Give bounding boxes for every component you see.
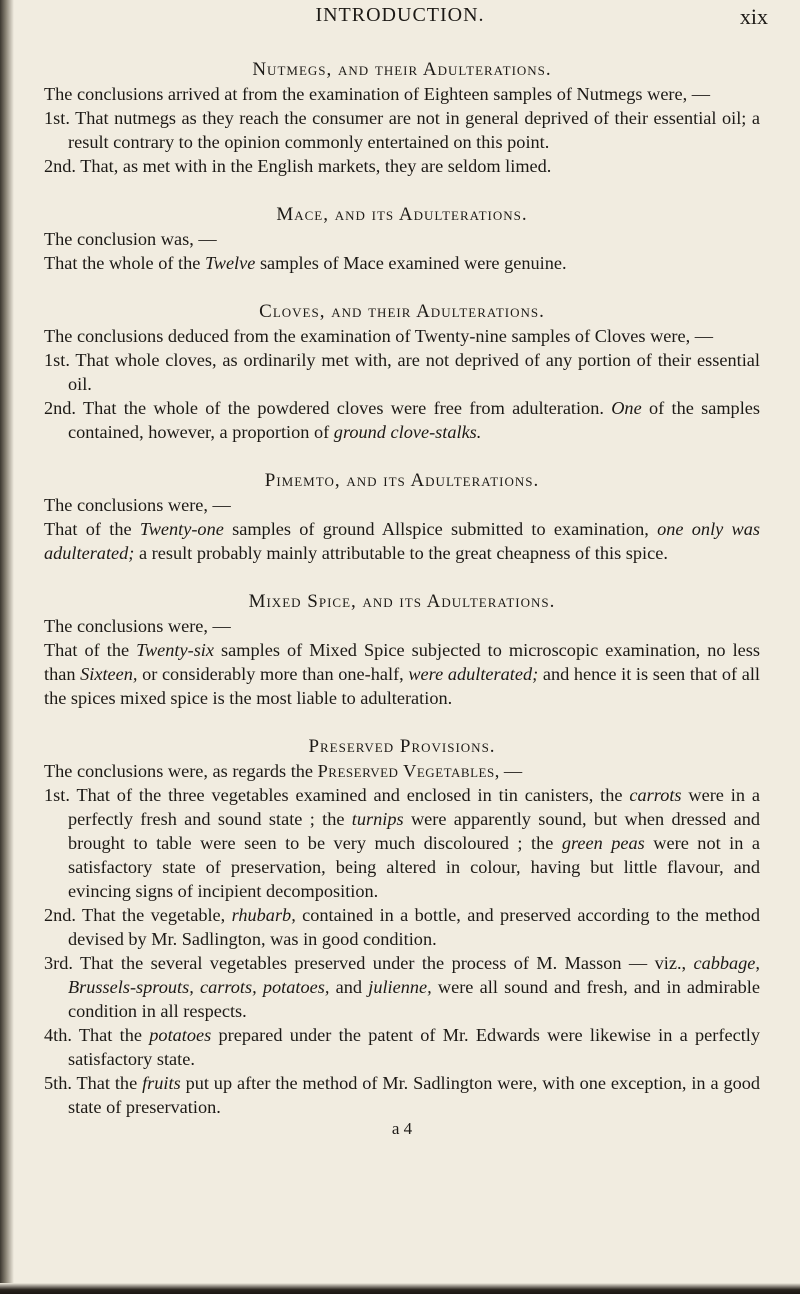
pimento-conclusion: That of the Twenty-one samples of ground Allspice submitted to examination, one only was adulterated; a result probably mainly attributable to the great cheapness of this spice. [44,519,760,563]
page-number: xix [739,4,768,29]
page-body [44,58,760,1139]
nutmegs-item-2: 2nd. That, as met with in the English markets, they are seldom limed. [44,156,552,176]
nutmegs-heading: Nutmegs, and their Adulterations. [252,59,552,80]
mixed-spice-heading: Mixed Spice, and its Adulterations. [248,591,556,612]
preserved-item-5: 5th. That the fruits put up after the method of Mr. Sadlington were, with one exception, in a good state of preservation. [44,1073,761,1117]
mixed-spice-intro: The conclusions were, — [44,616,231,636]
cloves-item-2: 2nd. That the whole of the powdered cloves were free from adulteration. One of the samples contained, however, a proportion of ground clove-stalks. [44,398,761,442]
preserved-provisions-heading: Preserved Provisions. [308,736,496,757]
cloves-item-1: 1st. That whole cloves, as ordinarily met with, are not deprived of any portion of their essential oil. [44,350,760,394]
preserved-intro: The conclusions were, as regards the Preserved Vegetables, — [44,761,523,781]
pimento-heading: Pimemto, and its Adulterations. [264,470,540,491]
page-shadow-left [0,0,14,1294]
cloves-intro: The conclusions deduced from the examination of Twenty-nine samples of Cloves were, — [44,326,714,346]
running-title: INTRODUCTION. [315,4,485,26]
mace-conclusion: That the whole of the Twelve samples of Mace examined were genuine. [44,253,567,273]
preserved-item-1: 1st. That of the three vegetables examined and enclosed in tin canisters, the carrots were in a perfectly fresh and sound state ; the turnips were apparently sound, but when dressed and brought to table were seen to be very much discoloured ; the green peas were not in a satisfactory state of preservation, being altered in colour, having but little flavour, and evincing signs of incipient decomposition. [44,785,761,901]
mace-intro: The conclusion was, — [44,229,217,249]
mixed-spice-conclusion: That of the Twenty-six samples of Mixed Spice subjected to microscopic examination, no less than Sixteen, or considerably more than one-half, were adulterated; and hence it is seen that of all the spices mixed spice is the most liable to adulteration. [44,640,760,708]
pimento-intro: The conclusions were, — [44,495,231,515]
page-shadow-bottom [0,1283,800,1294]
running-header [0,4,800,34]
preserved-item-3: 3rd. That the several vegetables preserved under the process of M. Masson — viz., cabbage, Brussels-sprouts, carrots, potatoes, and julienne, were all sound and fresh, and in admirable condition in all respects. [44,953,760,1021]
nutmegs-item-1: 1st. That nutmegs as they reach the consumer are not in general deprived of their essential oil; a result contrary to the opinion commonly entertained on this point. [44,108,760,152]
cloves-heading: Cloves, and their Adulterations. [259,301,545,322]
preserved-item-2: 2nd. That the vegetable, rhubarb, contained in a bottle, and preserved according to the method devised by Mr. Sadlington, was in good condition. [44,905,760,949]
signature-mark: a 4 [391,1119,413,1138]
nutmegs-intro: The conclusions arrived at from the examination of Eighteen samples of Nutmegs were, — [44,84,711,104]
mace-heading: Mace, and its Adulterations. [276,204,528,225]
preserved-item-4: 4th. That the potatoes prepared under the patent of Mr. Edwards were likewise in a perfectly satisfactory state. [44,1025,760,1069]
